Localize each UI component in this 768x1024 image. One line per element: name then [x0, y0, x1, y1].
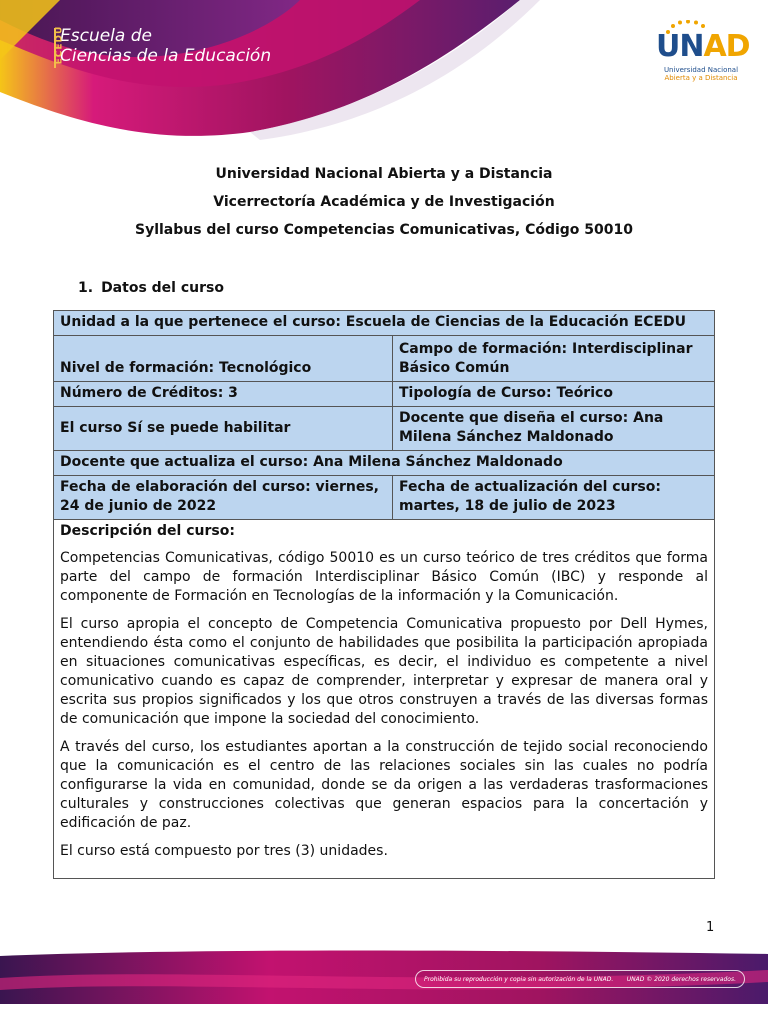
logo-subtitle-2: Abierta y a Distancia [664, 74, 738, 82]
description-paragraph-4: El curso está compuesto por tres (3) unidades. [60, 843, 388, 859]
logo-accent-text: AD [703, 29, 750, 64]
unad-logo [656, 20, 750, 82]
course-data-table [53, 310, 715, 879]
cell-tipologia: Tipología de Curso: Teórico [393, 382, 715, 407]
school-brand [54, 25, 272, 66]
section-number: 1. [78, 280, 94, 296]
cell-descripcion [54, 520, 715, 879]
cell-campo: Campo de formación: Interdisciplinar Básico Común [393, 336, 715, 382]
footer-note-right: UNAD © 2020 derechos reservados. [626, 975, 736, 983]
title-vicerrectoria: Vicerrectoría Académica y de Investigación [213, 194, 555, 210]
table-row [54, 407, 715, 451]
section-heading [78, 280, 224, 296]
description-paragraph-3: A través del curso, los estudiantes aportan a la construcción de tejido social reconociendo que la comunicación es el centro de las relaciones sociales sin las cuales no podría configurarse la vida en comunidad, donde se da origen a las verdaderas trasformaciones culturales y construcciones colectivas que generan espacios para la concertación y edificación de paz. [60, 739, 708, 831]
logo-wordmark [656, 29, 750, 64]
cell-unidad: Unidad a la que pertenece el curso: Escuela de Ciencias de la Educación ECEDU [54, 311, 715, 336]
cell-nivel: Nivel de formación: Tecnológico [54, 336, 393, 382]
document-titles [0, 162, 768, 246]
cell-creditos: Número de Créditos: 3 [54, 382, 393, 407]
cell-disena: Docente que diseña el curso: Ana Milena Sánchez Maldonado [393, 407, 715, 451]
table-row [54, 476, 715, 520]
school-name-line1: Escuela de [60, 26, 152, 46]
cell-actualiza: Docente que actualiza el curso: Ana Milena Sánchez Maldonado [54, 451, 715, 476]
table-row [54, 451, 715, 476]
cell-habilitar: El curso Sí se puede habilitar [54, 407, 393, 451]
page-number: 1 [706, 920, 715, 935]
title-syllabus: Syllabus del curso Competencias Comunicativas, Código 50010 [134, 222, 634, 238]
table-row [54, 520, 715, 879]
cell-fecha-actualizacion: Fecha de actualización del curso: martes, 18 de julio de 2023 [393, 476, 715, 520]
description-paragraph-1: Competencias Comunicativas, código 50010 es un curso teórico de tres créditos que forma parte del campo de formación Interdisciplinar Básico Común (IBC) y responde al componente de Formación en Tecnologías de la información y la Comunicación. [60, 550, 708, 604]
description-paragraph-2: El curso apropia el concepto de Competencia Comunicativa propuesto por Dell Hymes, entendiendo ésta como el conjunto de habilidades que posibilita la participación apropiada en situaciones comunicativas específicas, es decir, el individuo es competente a nivel comunicativo cuando es capaz de comprender, interpretar y expresar de manera oral y escrita sus propios significados y los que otros construyen a través de las diversas formas de comunicación que impone la sociedad del conocimiento. [60, 616, 708, 727]
section-title: Datos del curso [101, 280, 224, 296]
footer-note-left: Prohibida su reproducción y copia sin autorización de la UNAD. [424, 975, 614, 983]
cell-fecha-elaboracion: Fecha de elaboración del curso: viernes, 24 de junio de 2022 [54, 476, 393, 520]
school-name-line2: Ciencias de la Educación [60, 46, 272, 66]
logo-main-text: UN [656, 29, 704, 64]
description-title: Descripción del curso: [60, 523, 235, 539]
table-row [54, 382, 715, 407]
ecedu-vertical-label: ECEDU [54, 25, 65, 65]
table-row [54, 311, 715, 336]
title-university: Universidad Nacional Abierta y a Distancia [215, 166, 553, 182]
table-row [54, 336, 715, 382]
logo-subtitle-1: Universidad Nacional [663, 66, 739, 74]
header-banner [0, 0, 768, 140]
footer-copyright-note [415, 970, 745, 988]
